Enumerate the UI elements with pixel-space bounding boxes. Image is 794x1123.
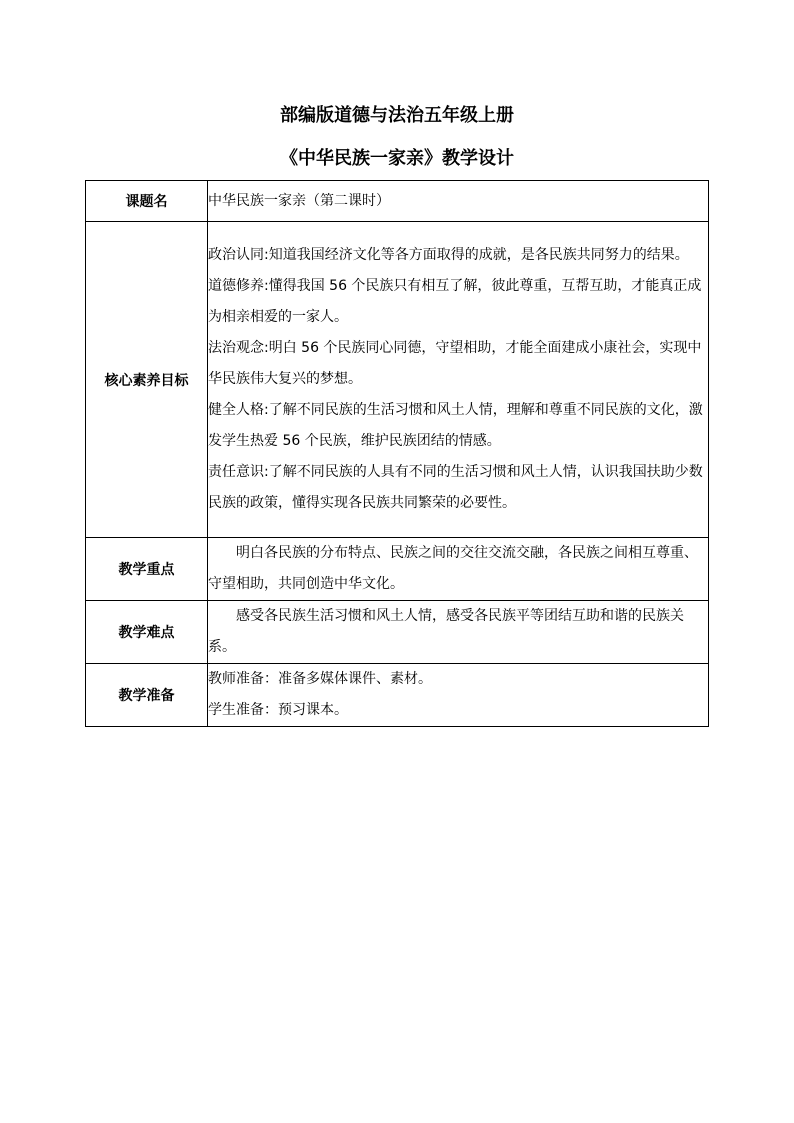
goal-responsibility: 责任意识:了解不同民族的人具有不同的生活习惯和风土人情，认识我国扶助少数民族的政策，懂得实现各民族共同繁荣的必要性。	[208, 464, 703, 511]
topic-value: 中华民族一家亲（第二课时）	[208, 181, 709, 222]
table-row-goals	[86, 222, 709, 538]
goal-moral-cultivation: 道德修养:懂得我国 56 个民族只有相互了解，彼此尊重，互帮互助，才能真正成为相亲相爱的一家人。	[208, 278, 702, 325]
topic-label: 课题名	[86, 181, 208, 222]
goals-content	[208, 222, 709, 538]
table-row-topic	[86, 181, 709, 222]
table-row-preparation	[86, 664, 709, 727]
teacher-preparation: 教师准备：准备多媒体课件、素材。	[208, 671, 432, 687]
table-row-key-points	[86, 538, 709, 601]
student-preparation: 学生准备：预习课本。	[208, 702, 348, 718]
goal-rule-of-law: 法治观念:明白 56 个民族同心同德，守望相助，才能全面建成小康社会，实现中华民族伟大复兴的梦想。	[208, 340, 702, 387]
lesson-plan-table	[85, 180, 709, 727]
preparation-label: 教学准备	[86, 664, 208, 727]
key-points-content	[208, 538, 709, 601]
document-title: 部编版道德与法治五年级上册	[280, 105, 514, 126]
table-row-difficulties	[86, 601, 709, 664]
difficulties-label: 教学难点	[86, 601, 208, 664]
key-points-text: 明白各民族的分布特点、民族之间的交往交流交融，各民族之间相互尊重、守望相助，共同创造中华文化。	[208, 545, 698, 592]
key-points-label: 教学重点	[86, 538, 208, 601]
difficulties-content	[208, 601, 709, 664]
difficulties-text: 感受各民族生活习惯和风土人情，感受各民族平等团结互助和谐的民族关系。	[208, 608, 684, 655]
goal-political-identity: 政治认同:知道我国经济文化等各方面取得的成就，是各民族共同努力的结果。	[208, 247, 689, 263]
goals-label: 核心素养目标	[86, 222, 208, 538]
preparation-content	[208, 664, 709, 727]
document-subtitle: 《中华民族一家亲》教学设计	[280, 148, 514, 169]
goal-sound-personality: 健全人格:了解不同民族的生活习惯和风土人情，理解和尊重不同民族的文化，激发学生热爱 56 个民族，维护民族团结的情感。	[208, 402, 703, 449]
